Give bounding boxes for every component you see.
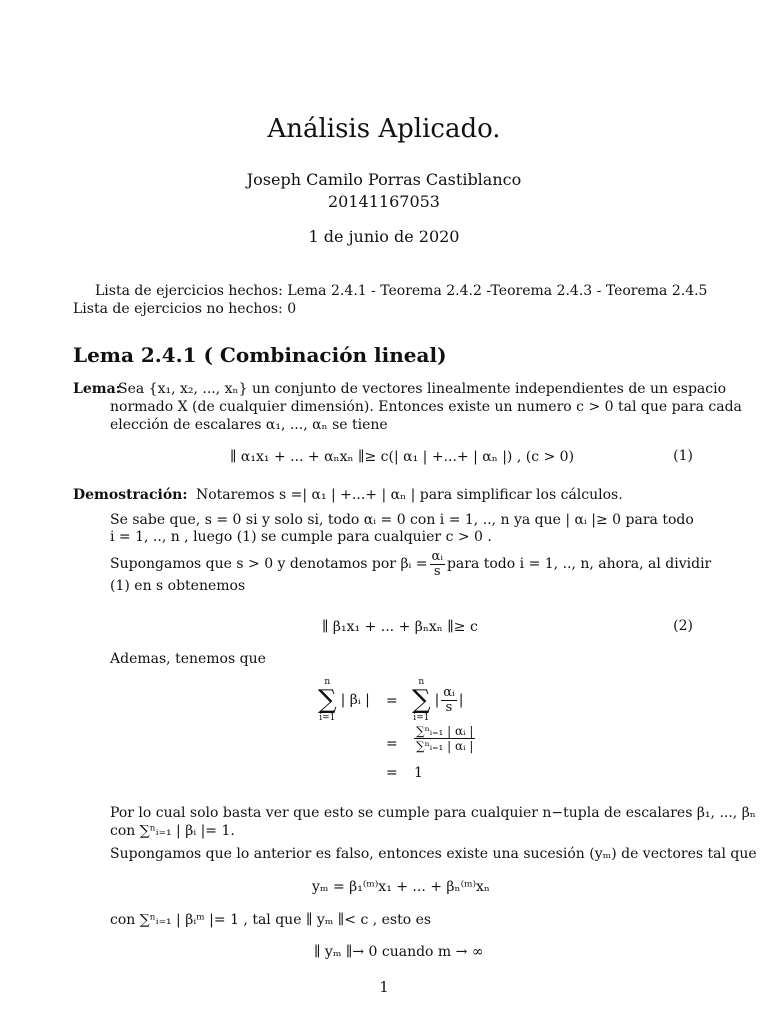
proof-paragraph-3-line-2: (1) en s obtenemos: [110, 578, 246, 594]
beta-definition-fraction: [430, 550, 445, 579]
proof-paragraph-1: Notaremos s =| α₁ | +...+ | αₙ | para simplificar los cálculos.: [196, 487, 623, 503]
equation-2-number: (2): [673, 618, 693, 634]
proof-p3-post: para todo i = 1, .., n, ahora, al dividir: [446, 556, 712, 572]
section-heading: Lema 2.4.1 ( Combinación lineal): [73, 343, 447, 367]
lemma-line-2: normado X (de cualquier dimensión). Entonces existe un numero c > 0 tal que para cada: [110, 399, 742, 415]
align-row-1-eq: =: [386, 693, 398, 709]
equation-3: yₘ = β₁⁽ᵐ⁾x₁ + ... + βₙ⁽ᵐ⁾xₙ: [312, 879, 490, 895]
fraction-denominator: s: [433, 563, 441, 579]
proof-paragraph-2-line-2: i = 1, .., n , luego (1) se cumple para cualquier c > 0 .: [110, 529, 492, 545]
sum-symbol: n ∑ i=1: [412, 677, 431, 723]
align-row-3-rhs: 1: [414, 765, 423, 781]
lemma-line-3: elección de escalares α₁, ..., αₙ se tiene: [110, 417, 388, 433]
equation-1-number: (1): [673, 448, 693, 464]
align-row-3-eq: =: [386, 765, 398, 781]
proof-paragraph-6: Supongamos que lo anterior es falso, entonces existe una sucesión (yₘ) de vectores tal que: [110, 846, 757, 862]
proof-paragraph-7: con ∑ⁿᵢ₌₁ | βᵢᵐ |= 1 , tal que ∥ yₘ ∥< c , esto es: [110, 912, 432, 928]
page-title: Análisis Aplicado.: [267, 114, 501, 144]
proof-paragraph-5-line-1: Por lo cual solo basta ver que esto se cumple para cualquier n−tupla de escalares β₁, ..., βₙ: [110, 805, 756, 821]
sum-ratio-fraction: $\frac{\text{∑ⁿᵢ₌₁ | αᵢ |}}{\text{∑ⁿᵢ₌₁ | αᵢ |}}$: [416, 724, 474, 753]
align-row-1-rhs: n ∑ i=1 | $\frac{\text{αᵢ}}{s}$ |: [412, 677, 464, 723]
document-date: 1 de junio de 2020: [308, 227, 460, 246]
align-row-2-eq: =: [386, 736, 398, 752]
equation-1: ∥ α₁x₁ + ... + αₙxₙ ∥≥ c(| α₁ | +...+ | αₙ |) , (c > 0): [230, 449, 575, 465]
lemma-line-1: Sea {x₁, x₂, ..., xₙ} un conjunto de vectores linealmente independientes de un espacio: [118, 381, 727, 397]
equation-2: ∥ β₁x₁ + ... + βₙxₙ ∥≥ c: [322, 619, 478, 635]
exercises-done: Lista de ejercicios hechos: Lema 2.4.1 - Teorema 2.4.2 -Teorema 2.4.3 - Teorema 2.4.5: [95, 283, 708, 299]
proof-paragraph-5-line-2: con ∑ⁿᵢ₌₁ | βᵢ |= 1.: [110, 823, 235, 839]
align-row-1-lhs: n ∑ i=1 | βᵢ |: [318, 677, 370, 723]
alpha-over-s-fraction: $\frac{\text{αᵢ}}{s}$: [443, 684, 455, 715]
student-id: 20141167053: [328, 192, 440, 211]
align-row-2-rhs: [412, 724, 477, 753]
proof-paragraph-2-line-1: Se sabe que, s = 0 si y solo si, todo αᵢ = 0 con i = 1, .., n ya que | αᵢ |≥ 0 para todo: [110, 512, 694, 528]
proof-paragraph-4: Ademas, tenemos que: [110, 651, 266, 667]
author-name: Joseph Camilo Porras Castiblanco: [246, 170, 522, 189]
fraction-numerator: αᵢ: [431, 548, 443, 564]
sum-symbol: n ∑ i=1: [318, 677, 337, 723]
exercises-not-done: Lista de ejercicios no hechos: 0: [73, 301, 297, 317]
page-number: 1: [379, 978, 389, 996]
proof-label: Demostración:: [73, 487, 188, 503]
equation-4: ∥ yₘ ∥→ 0 cuando m → ∞: [314, 944, 484, 960]
lemma-label: Lema:: [73, 381, 121, 397]
proof-p3-pre: Supongamos que s > 0 y denotamos por βᵢ =: [110, 556, 428, 572]
proof-paragraph-3-line-1: [110, 547, 711, 581]
